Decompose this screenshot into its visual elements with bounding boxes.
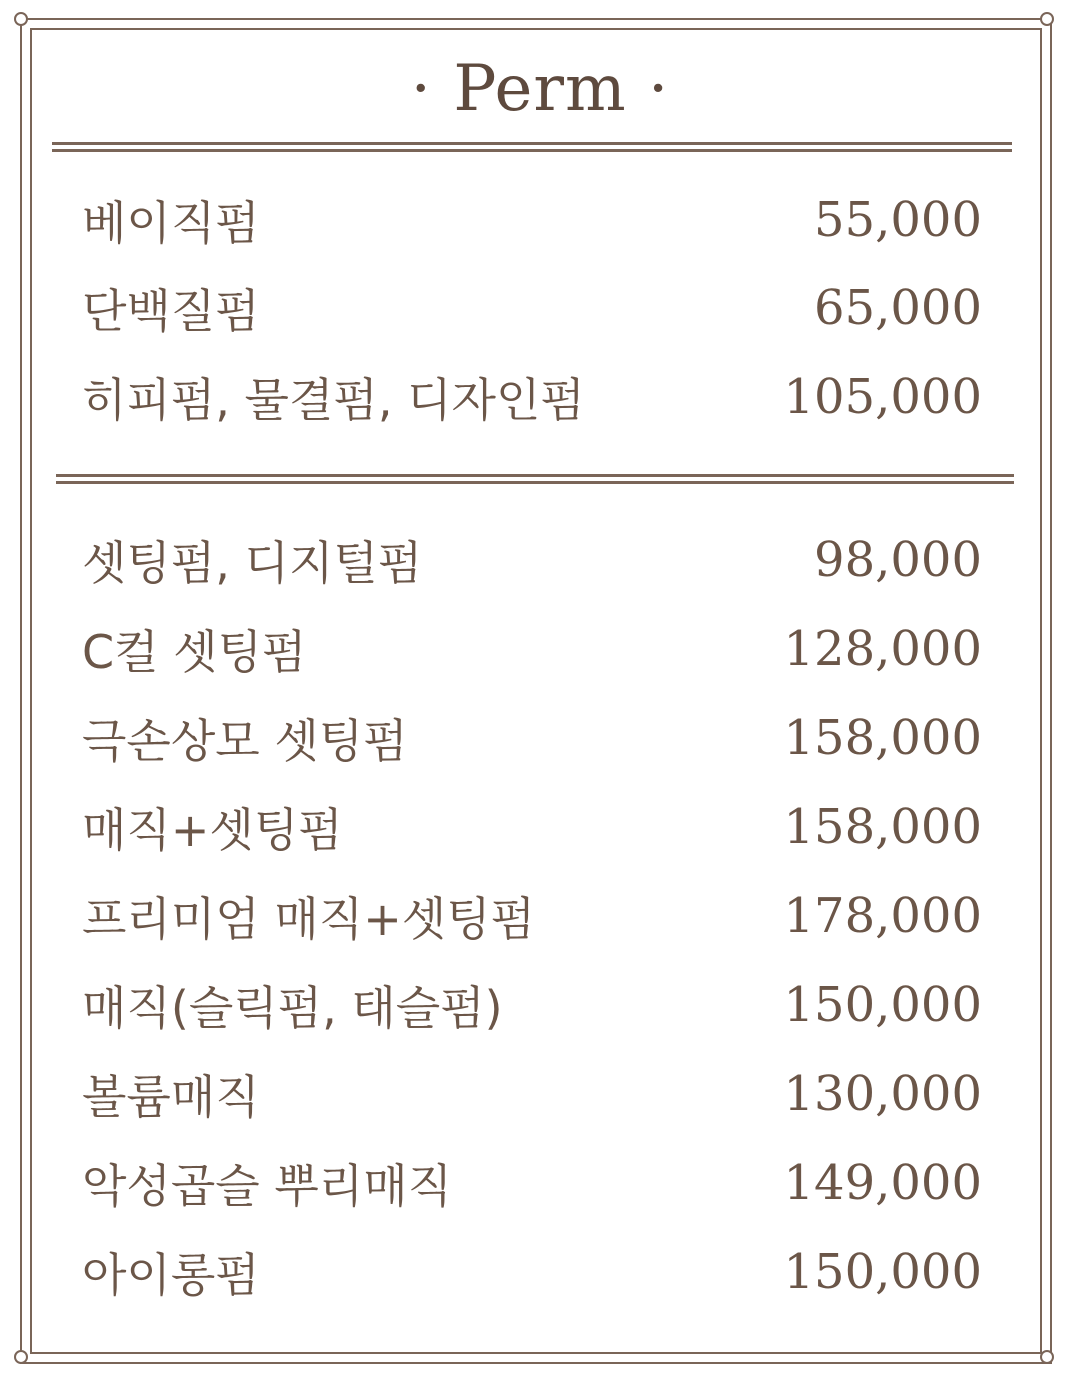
- item-name: C컬 셋팅펌: [82, 625, 307, 679]
- menu-item: [82, 1054, 982, 1134]
- corner-ornament-top-left: [14, 12, 28, 26]
- menu-item: [82, 357, 982, 437]
- corner-ornament-bottom-right: [1040, 1350, 1054, 1364]
- menu-title: · Perm ·: [410, 52, 670, 126]
- corner-ornament-bottom-left: [14, 1350, 28, 1364]
- item-price: 105,000: [783, 369, 982, 425]
- menu-item: [82, 1143, 982, 1223]
- menu-item: [82, 520, 982, 600]
- item-price: 158,000: [783, 799, 982, 855]
- item-name: 매직+셋팅펌: [82, 803, 343, 857]
- item-name: 히피펌, 물결펌, 디자인펌: [82, 373, 585, 427]
- item-name: 베이직펌: [82, 196, 260, 250]
- item-name: 악성곱슬 뿌리매직: [82, 1159, 453, 1213]
- item-name: 단백질펌: [82, 284, 260, 338]
- menu-item: [82, 787, 982, 867]
- menu-item: [82, 180, 982, 260]
- menu-item: [82, 268, 982, 348]
- item-name: 셋팅펌, 디지털펌: [82, 536, 423, 590]
- item-price: 55,000: [814, 192, 982, 248]
- item-price: 150,000: [783, 1244, 982, 1300]
- corner-ornament-top-right: [1040, 12, 1054, 26]
- section-divider: [56, 474, 1014, 484]
- menu-item: [82, 965, 982, 1045]
- item-price: 149,000: [783, 1155, 982, 1211]
- item-name: 볼륨매직: [82, 1070, 260, 1124]
- item-name: 극손상모 셋팅펌: [82, 714, 408, 768]
- item-price: 98,000: [814, 532, 982, 588]
- menu-item: [82, 876, 982, 956]
- menu-item: [82, 609, 982, 689]
- item-price: 130,000: [783, 1066, 982, 1122]
- menu-item: [82, 1232, 982, 1312]
- item-name: 프리미엄 매직+셋팅펌: [82, 892, 536, 946]
- item-price: 150,000: [783, 977, 982, 1033]
- item-price: 158,000: [783, 710, 982, 766]
- item-price: 128,000: [783, 621, 982, 677]
- item-name: 매직(슬릭펌, 태슬펌): [82, 981, 503, 1035]
- item-price: 178,000: [783, 888, 982, 944]
- menu-item: [82, 698, 982, 778]
- title-divider: [52, 142, 1012, 152]
- item-name: 아이롱펌: [82, 1248, 260, 1302]
- item-price: 65,000: [814, 280, 982, 336]
